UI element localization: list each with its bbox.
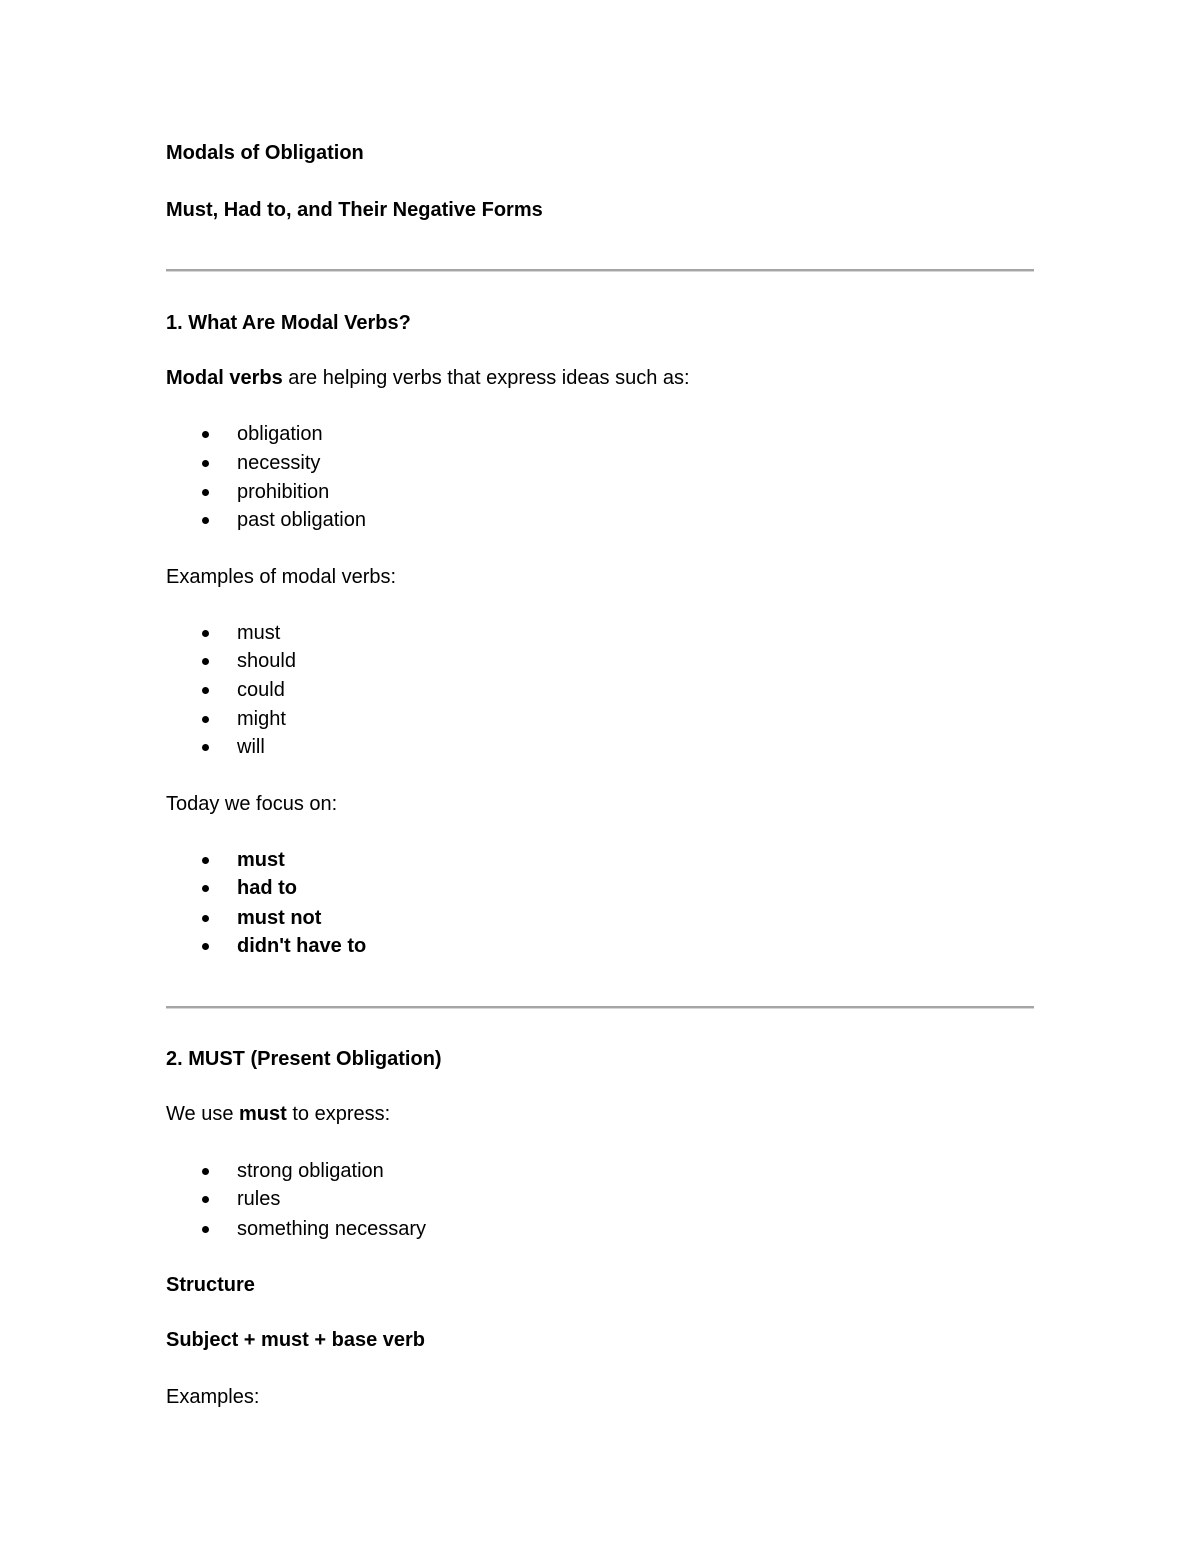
list-item [166,848,766,872]
intro-text: are helping verbs that express ideas such as: [282,367,690,389]
bullet-icon [202,630,209,637]
bullet-icon [202,431,209,438]
list-item [166,1217,766,1241]
section2-heading: 2. MUST (Present Obligation) [166,1048,442,1070]
section-divider [166,1006,1034,1009]
structure-heading: Structure [166,1274,255,1296]
document-subtitle: Must, Had to, and Their Negative Forms [166,199,543,221]
list-item [166,508,766,532]
bullet-icon [202,885,209,892]
section1-heading: 1. What Are Modal Verbs? [166,312,411,334]
document-title: Modals of Obligation [166,142,364,164]
use-suffix: to express: [286,1103,391,1125]
list-item [166,906,766,930]
list-item [166,621,766,645]
list-item-label: strong obligation [237,1160,384,1182]
list-item-label: had to [237,877,297,899]
list-item [166,1187,766,1211]
list-item-label: something necessary [237,1218,426,1240]
use-term: must [239,1103,287,1125]
list-item-label: must [237,849,285,871]
list-item [166,678,766,702]
list-item-label: past obligation [237,509,366,531]
list-item-label: obligation [237,423,323,445]
list-item [166,649,766,673]
list-item [166,451,766,475]
list-item [166,480,766,504]
list-item-label: must not [237,907,322,929]
section-divider [166,269,1034,272]
bullet-icon [202,1168,209,1175]
bullet-icon [202,517,209,524]
section1-intro [166,366,690,390]
list-item-label: should [237,650,296,672]
list-item [166,934,766,958]
structure-formula: Subject + must + base verb [166,1329,425,1351]
section2-intro [166,1102,390,1126]
list-item [166,1159,766,1183]
list-item-label: necessity [237,452,321,474]
list-item [166,422,766,446]
bullet-icon [202,687,209,694]
list-item-label: rules [237,1188,281,1210]
focus-label: Today we focus on: [166,793,338,815]
list-item-label: will [237,736,265,758]
list-item [166,735,766,759]
bullet-icon [202,744,209,751]
bullet-icon [202,460,209,467]
bullet-icon [202,1226,209,1233]
bullet-icon [202,857,209,864]
list-item-label: must [237,622,281,644]
examples-label: Examples: [166,1386,260,1408]
list-item-label: didn't have to [237,935,367,957]
list-item [166,707,766,731]
list-item [166,876,766,900]
examples-label: Examples of modal verbs: [166,566,397,588]
bullet-icon [202,658,209,665]
bullet-icon [202,1196,209,1203]
list-item-label: might [237,708,286,730]
intro-term: Modal verbs [166,367,283,389]
use-prefix: We use [166,1103,239,1125]
bullet-icon [202,943,209,950]
list-item-label: prohibition [237,481,330,503]
bullet-icon [202,915,209,922]
bullet-icon [202,489,209,496]
bullet-icon [202,716,209,723]
list-item-label: could [237,679,285,701]
